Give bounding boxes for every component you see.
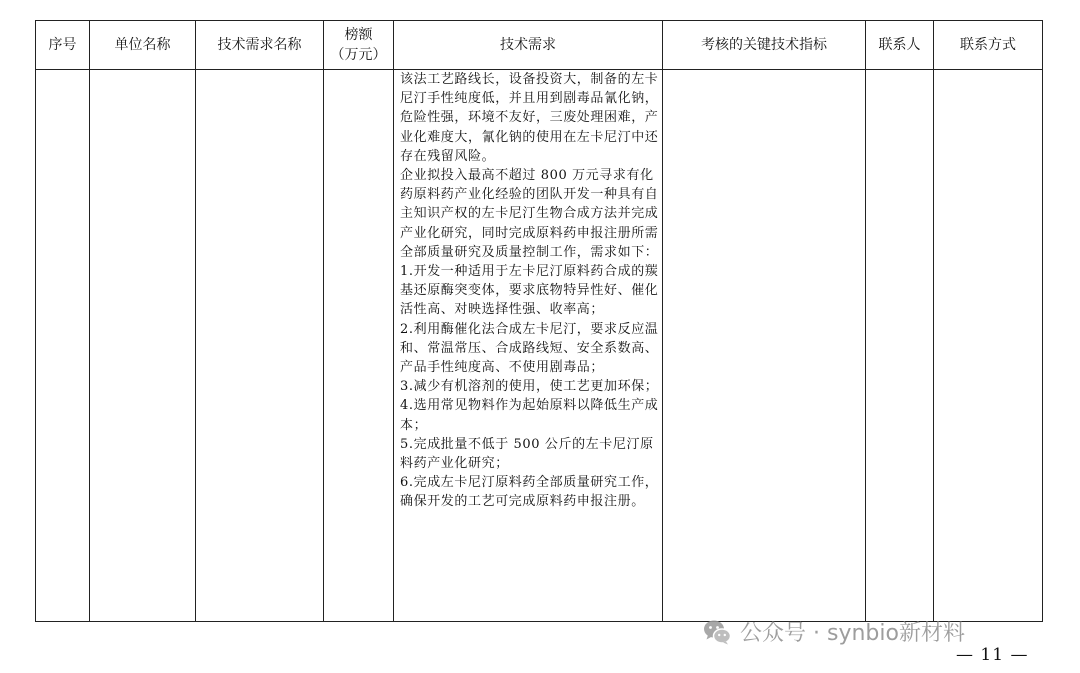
requirements-table xyxy=(35,20,1043,622)
header-unit-name: 单位名称 xyxy=(90,21,196,70)
cell-kpi xyxy=(663,70,866,622)
header-contact-method: 联系方式 xyxy=(934,21,1043,70)
header-seq: 序号 xyxy=(36,21,90,70)
header-row xyxy=(36,21,1043,70)
requirement-text: 该法工艺路线长，设备投资大，制备的左卡尼汀手性纯度低，并且用到剧毒品氰化钠，危险性强，环境不友好，三废处理困难，产业化难度大，氰化钠的使用在左卡尼汀中还存在残留风险。 企业拟投入最高不超过 800 万元寻求有化药原料药产业化经验的团队开发一种具有自主知识产权的左卡尼汀生物合成方法并完成产业化研究，同时完成原料药申报注册所需全部质量研究及质量控制工作，需求如下： 1.开发一种适用于左卡尼汀原料药合成的羰基还原酶突变体，要求底物特异性好、催化活性高、对映选择性强、收率高； 2.利用酶催化法合成左卡尼汀，要求反应温和、常温常压、合成路线短、安全系数高、产品手性纯度高、不使用剧毒品； 3.减少有机溶剂的使用，使工艺更加环保； 4.选用常见物料作为起始原料以降低生产成本； 5.完成批量不低于 500 公斤的左卡尼汀原料药产业化研究； 6.完成左卡尼汀原料药全部质量研究工作，确保开发的工艺可完成原料药申报注册。 xyxy=(400,72,659,510)
header-kpi: 考核的关键技术指标 xyxy=(663,21,866,70)
watermark-text: 公众号 · synbio新材料 xyxy=(740,621,965,646)
watermark xyxy=(702,616,965,647)
header-contact: 联系人 xyxy=(866,21,934,70)
cell-contact-method xyxy=(934,70,1043,622)
header-need-name: 技术需求名称 xyxy=(196,21,324,70)
header-amount-line2: （万元） xyxy=(330,47,387,63)
wechat-icon xyxy=(702,618,732,646)
header-requirement: 技术需求 xyxy=(394,21,663,70)
cell-contact xyxy=(866,70,934,622)
cell-need-name xyxy=(196,70,324,622)
page-number: — 11 — xyxy=(956,645,1029,665)
table-row xyxy=(36,70,1043,622)
header-amount xyxy=(324,21,394,70)
cell-unit-name xyxy=(90,70,196,622)
cell-requirement xyxy=(394,70,663,622)
cell-amount xyxy=(324,70,394,622)
header-amount-line1: 榜额 xyxy=(344,27,373,43)
cell-seq xyxy=(36,70,90,622)
